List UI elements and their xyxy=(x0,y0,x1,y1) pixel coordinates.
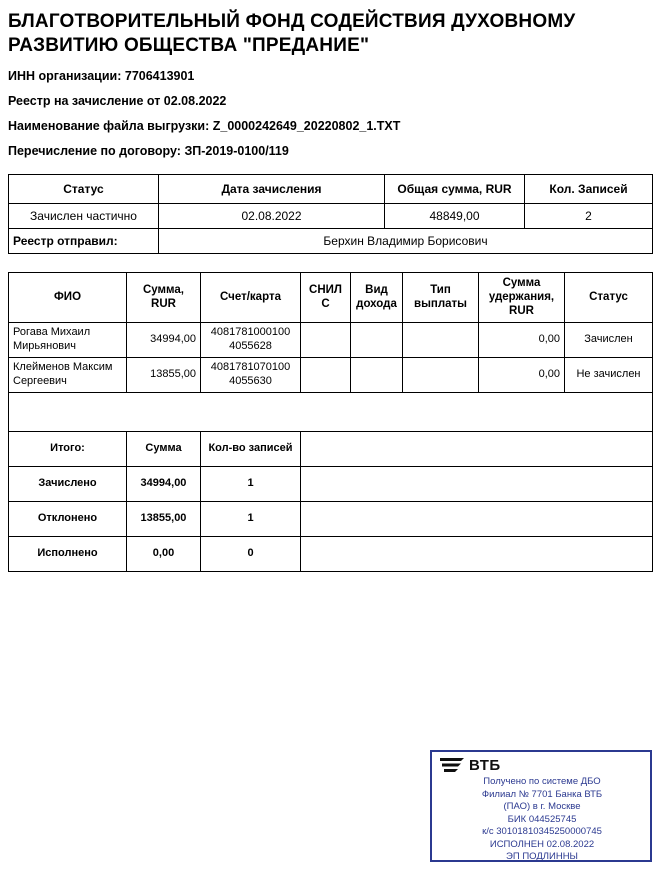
totals-row-rejected xyxy=(9,501,653,536)
row-income-type xyxy=(351,322,403,357)
totals-row-executed xyxy=(9,536,653,571)
row-account-line1: 4081781000100 xyxy=(210,326,291,338)
stamp-line-system: Получено по системе ДБО xyxy=(483,776,601,787)
stamp-line-branch: Филиал № 7701 Банка ВТБ xyxy=(481,788,603,800)
totals-row-credited xyxy=(9,466,653,501)
detail-header-status: Статус xyxy=(565,272,653,322)
summary-date-value: 02.08.2022 xyxy=(159,203,385,228)
totals-label: Исполнено xyxy=(9,536,127,571)
registry-date-line: Реестр на зачисление от 02.08.2022 xyxy=(8,93,227,108)
summary-total-sum-value: 48849,00 xyxy=(385,203,525,228)
sender-label: Реестр отправил: xyxy=(9,228,159,253)
row-snils xyxy=(301,322,351,357)
totals-count-header: Кол-во записей xyxy=(201,431,301,466)
totals-filler xyxy=(301,466,653,501)
row-fio: Рогава Михаил Мирьянович xyxy=(9,322,127,357)
totals-sum: 34994,00 xyxy=(127,466,201,501)
row-sum: 13855,00 xyxy=(127,357,201,392)
detail-header-income-type: Вид дохода xyxy=(351,272,403,322)
totals-filler xyxy=(301,431,653,466)
totals-sum: 13855,00 xyxy=(127,501,201,536)
vtb-logo-icon xyxy=(440,758,464,773)
detail-header-account: Счет/карта xyxy=(201,272,301,322)
summary-header-total-sum: Общая сумма, RUR xyxy=(385,174,525,203)
row-sum: 34994,00 xyxy=(127,322,201,357)
row-payout-type xyxy=(403,322,479,357)
summary-header-row xyxy=(9,174,653,203)
summary-header-date: Дата зачисления xyxy=(159,174,385,203)
inn-line: ИНН организации: 7706413901 xyxy=(8,68,195,83)
row-fio: Клейменов Максим Сергеевич xyxy=(9,357,127,392)
stamp-line-city: (ПАО) в г. Москве xyxy=(503,801,581,813)
totals-filler xyxy=(301,501,653,536)
totals-count: 1 xyxy=(201,466,301,501)
row-withhold: 0,00 xyxy=(479,322,565,357)
detail-header-payout-type: Тип выплаты xyxy=(403,272,479,322)
detail-header-snils: СНИЛС xyxy=(301,272,351,322)
detail-header-fio: ФИО xyxy=(9,272,127,322)
stamp-line-corr-account: к/с 30101810345250000745 xyxy=(482,826,602,838)
totals-sum: 0,00 xyxy=(127,536,201,571)
summary-header-status: Статус xyxy=(9,174,159,203)
row-status: Зачислен xyxy=(565,322,653,357)
summary-table xyxy=(8,174,653,254)
bank-stamp xyxy=(430,750,652,862)
document-header xyxy=(0,0,660,158)
row-account-line2: 4055630 xyxy=(229,374,272,387)
detail-header-row xyxy=(9,272,653,322)
row-account xyxy=(201,322,301,357)
sender-value: Берхин Владимир Борисович xyxy=(159,228,653,253)
stamp-line-signature: ЭП ПОДЛИННЫ xyxy=(506,851,578,863)
totals-count: 0 xyxy=(201,536,301,571)
summary-record-count-value: 2 xyxy=(525,203,653,228)
row-account xyxy=(201,357,301,392)
stamp-line-executed: ИСПОЛНЕН 02.08.2022 xyxy=(489,838,595,850)
row-account-line2: 4055628 xyxy=(229,339,272,352)
row-account-line1: 4081781070100 xyxy=(210,361,291,373)
table-row xyxy=(9,322,653,357)
totals-label-header: Итого: xyxy=(9,431,127,466)
empty-spacer-row xyxy=(9,392,653,431)
bank-logo xyxy=(440,757,644,774)
stamp-line-bik: БИК 044525745 xyxy=(507,813,577,825)
stamp-text-block xyxy=(440,776,644,864)
row-income-type xyxy=(351,357,403,392)
summary-header-record-count: Кол. Записей xyxy=(525,174,653,203)
row-status: Не зачислен xyxy=(565,357,653,392)
detail-table xyxy=(8,272,653,572)
summary-sender-row xyxy=(9,228,653,253)
table-row xyxy=(9,357,653,392)
totals-filler xyxy=(301,536,653,571)
totals-header-row xyxy=(9,431,653,466)
row-snils xyxy=(301,357,351,392)
contract-line: Перечисление по договору: ЗП-2019-0100/119 xyxy=(8,143,289,158)
summary-data-row xyxy=(9,203,653,228)
summary-status-value: Зачислен частично xyxy=(9,203,159,228)
empty-cell xyxy=(9,392,653,431)
totals-label: Зачислено xyxy=(9,466,127,501)
bank-name-label: ВТБ xyxy=(469,757,501,774)
export-file-line: Наименование файла выгрузки: Z_0000242649_20220802_1.TXT xyxy=(8,118,401,133)
detail-header-sum: Сумма, RUR xyxy=(127,272,201,322)
totals-count: 1 xyxy=(201,501,301,536)
organization-title: БЛАГОТВОРИТЕЛЬНЫЙ ФОНД СОДЕЙСТВИЯ ДУХОВНОМУ РАЗВИТИЮ ОБЩЕСТВА "ПРЕДАНИЕ" xyxy=(8,11,576,57)
totals-sum-header: Сумма xyxy=(127,431,201,466)
row-withhold: 0,00 xyxy=(479,357,565,392)
detail-header-withhold: Сумма удержания, RUR xyxy=(479,272,565,322)
totals-label: Отклонено xyxy=(9,501,127,536)
row-payout-type xyxy=(403,357,479,392)
